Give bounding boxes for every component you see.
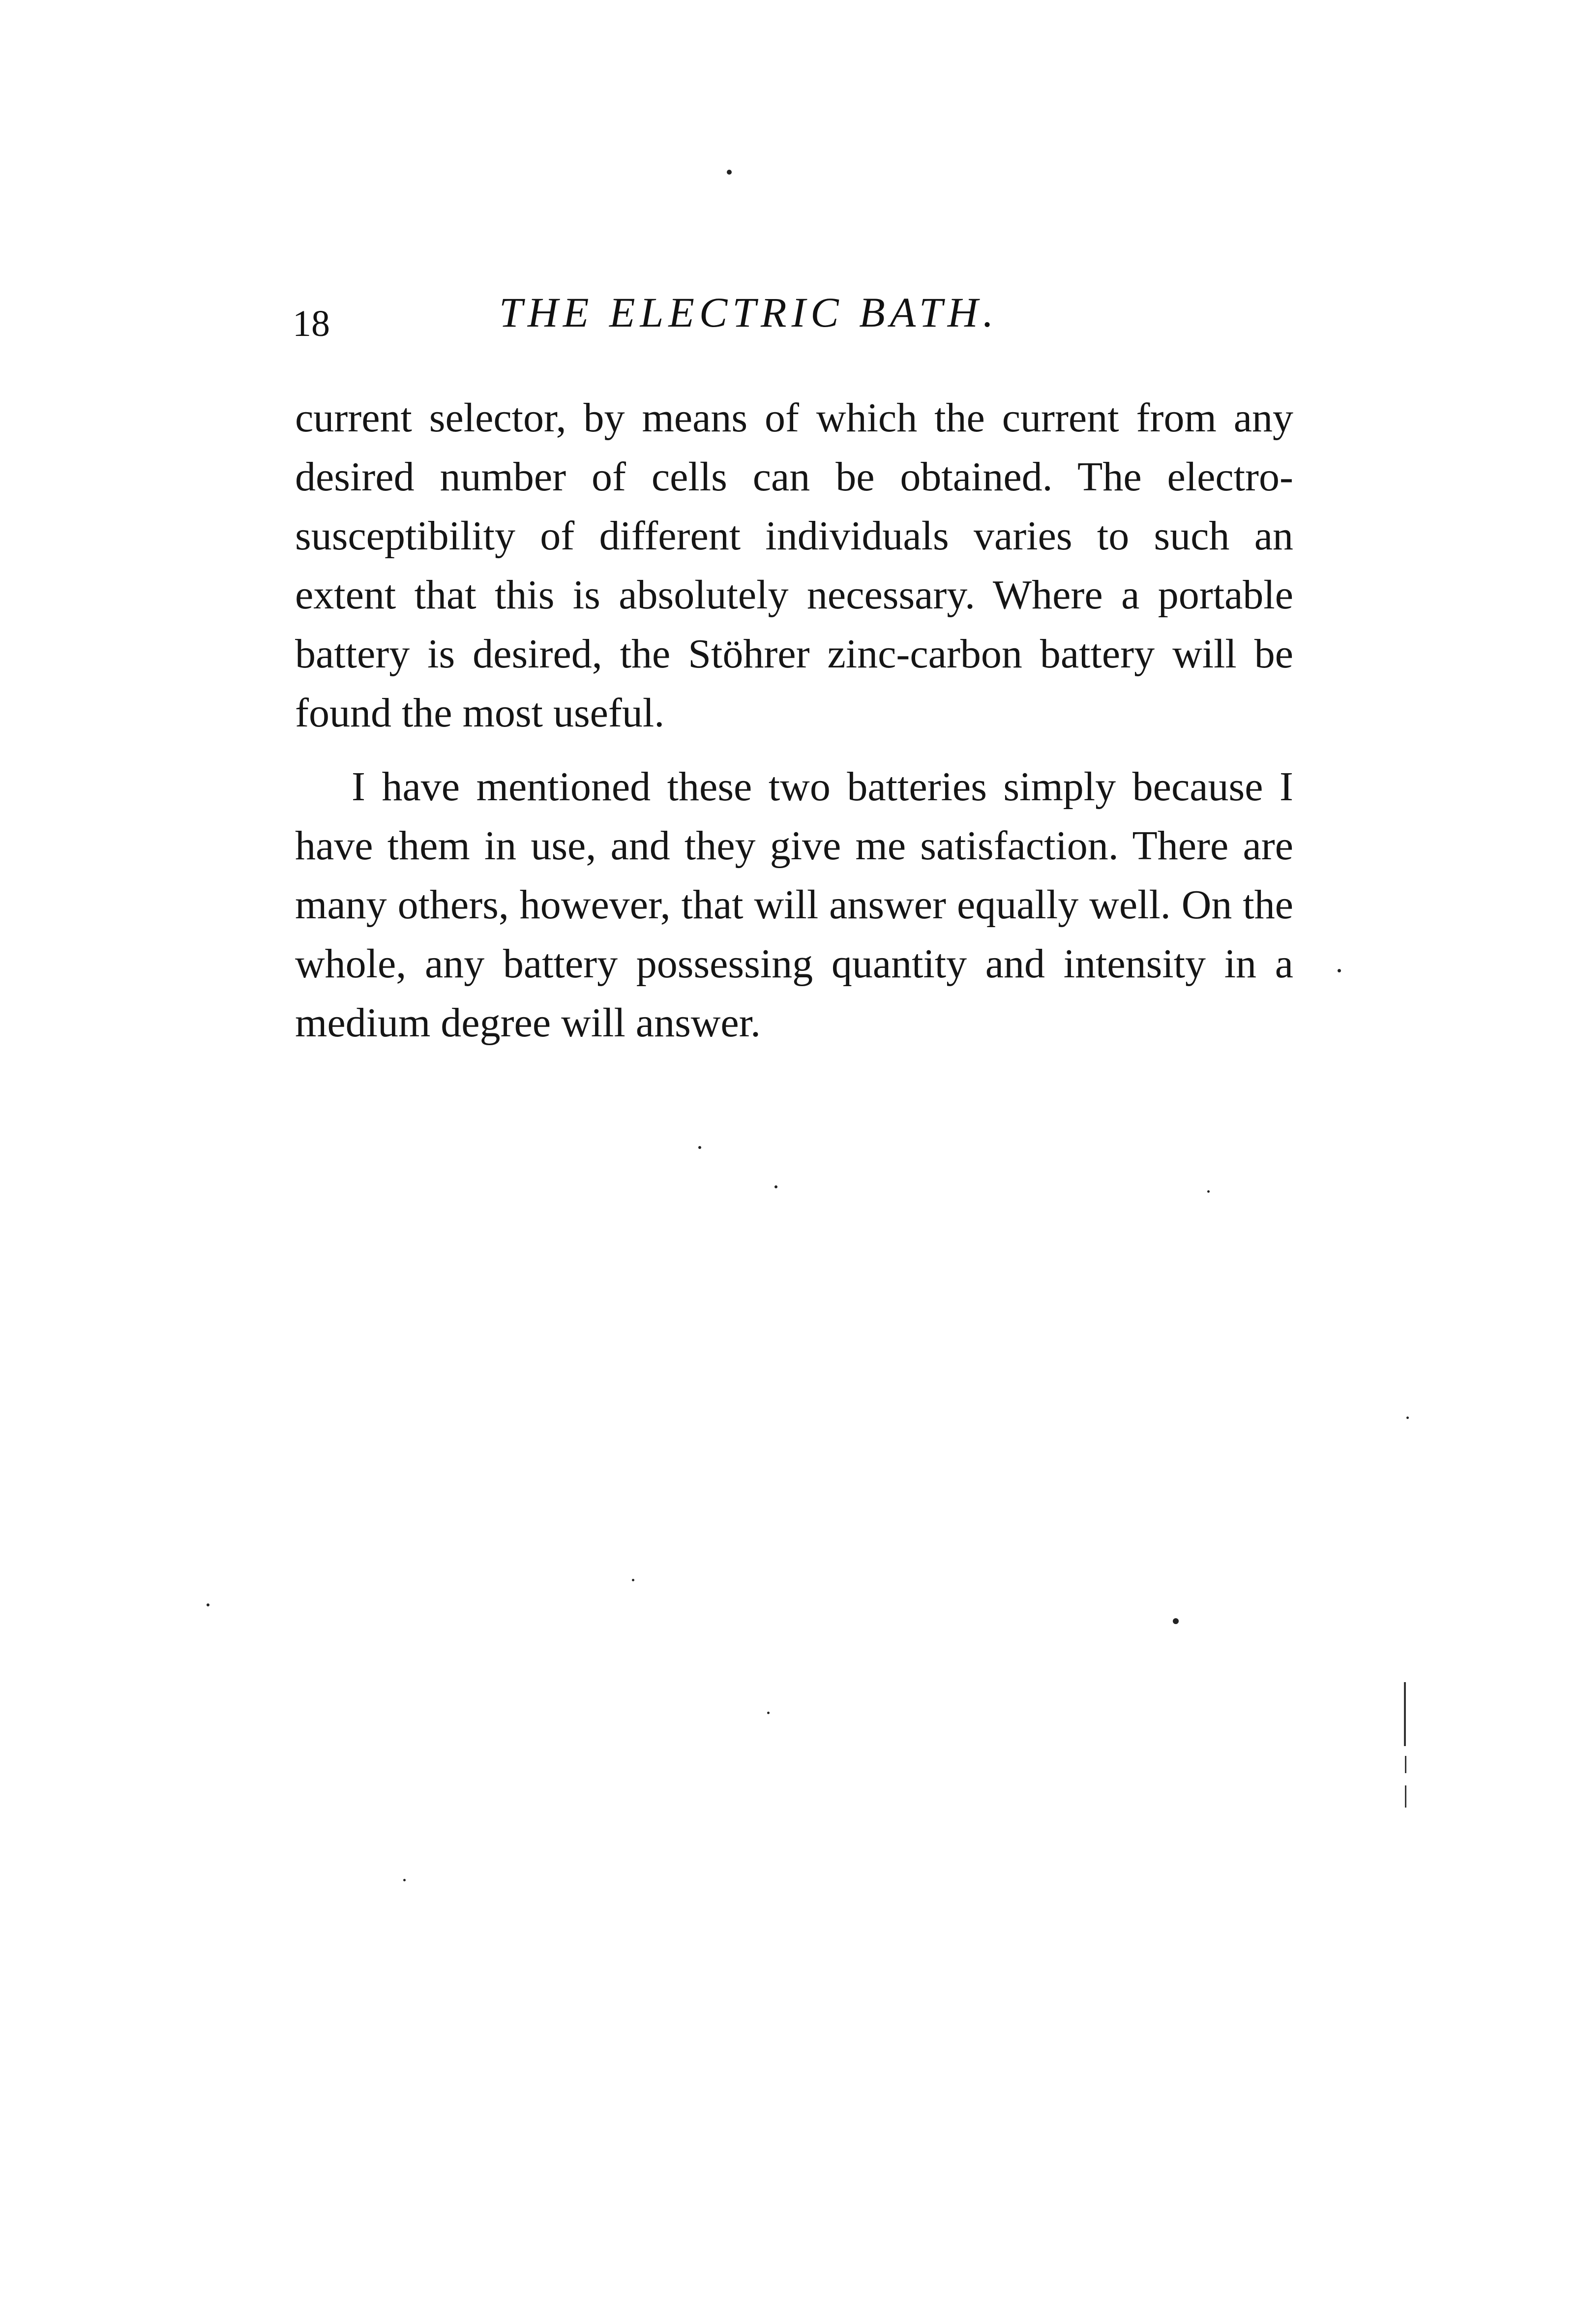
scan-speck — [727, 170, 732, 175]
scan-speck — [1173, 1618, 1179, 1624]
scan-speck — [767, 1712, 770, 1714]
page-number: 18 — [293, 303, 330, 344]
paragraph-2: I have mentioned these two batteries simply because I have them in use, and they give me satisfaction. There are many others, however, that will answer equally well. On the whole, any battery possessing quantity and intensity in a medium degree will answer. — [295, 764, 1293, 1046]
scan-speck — [1406, 1417, 1409, 1419]
scan-speck — [207, 1603, 209, 1606]
running-title: THE ELECTRIC BATH. — [499, 289, 999, 336]
scan-speck — [632, 1579, 634, 1581]
edge-mark — [1404, 1682, 1406, 1746]
scan-speck — [774, 1185, 777, 1188]
scan-speck — [698, 1146, 701, 1149]
edge-mark — [1405, 1785, 1406, 1808]
paragraph-1: current selector, by means of which the current from any desired number of cells can be obtained. The electro-susceptibility of different individuals varies to such an extent that this is absolutely necessary. Where a portable battery is desired, the Stöhrer zinc-carbon battery will be found the most useful. — [295, 395, 1293, 736]
scan-speck — [1338, 969, 1341, 972]
scan-speck — [403, 1879, 406, 1881]
edge-mark — [1405, 1756, 1406, 1773]
body-text — [295, 389, 1293, 1053]
scan-speck — [1207, 1190, 1210, 1193]
running-head — [293, 288, 1315, 357]
